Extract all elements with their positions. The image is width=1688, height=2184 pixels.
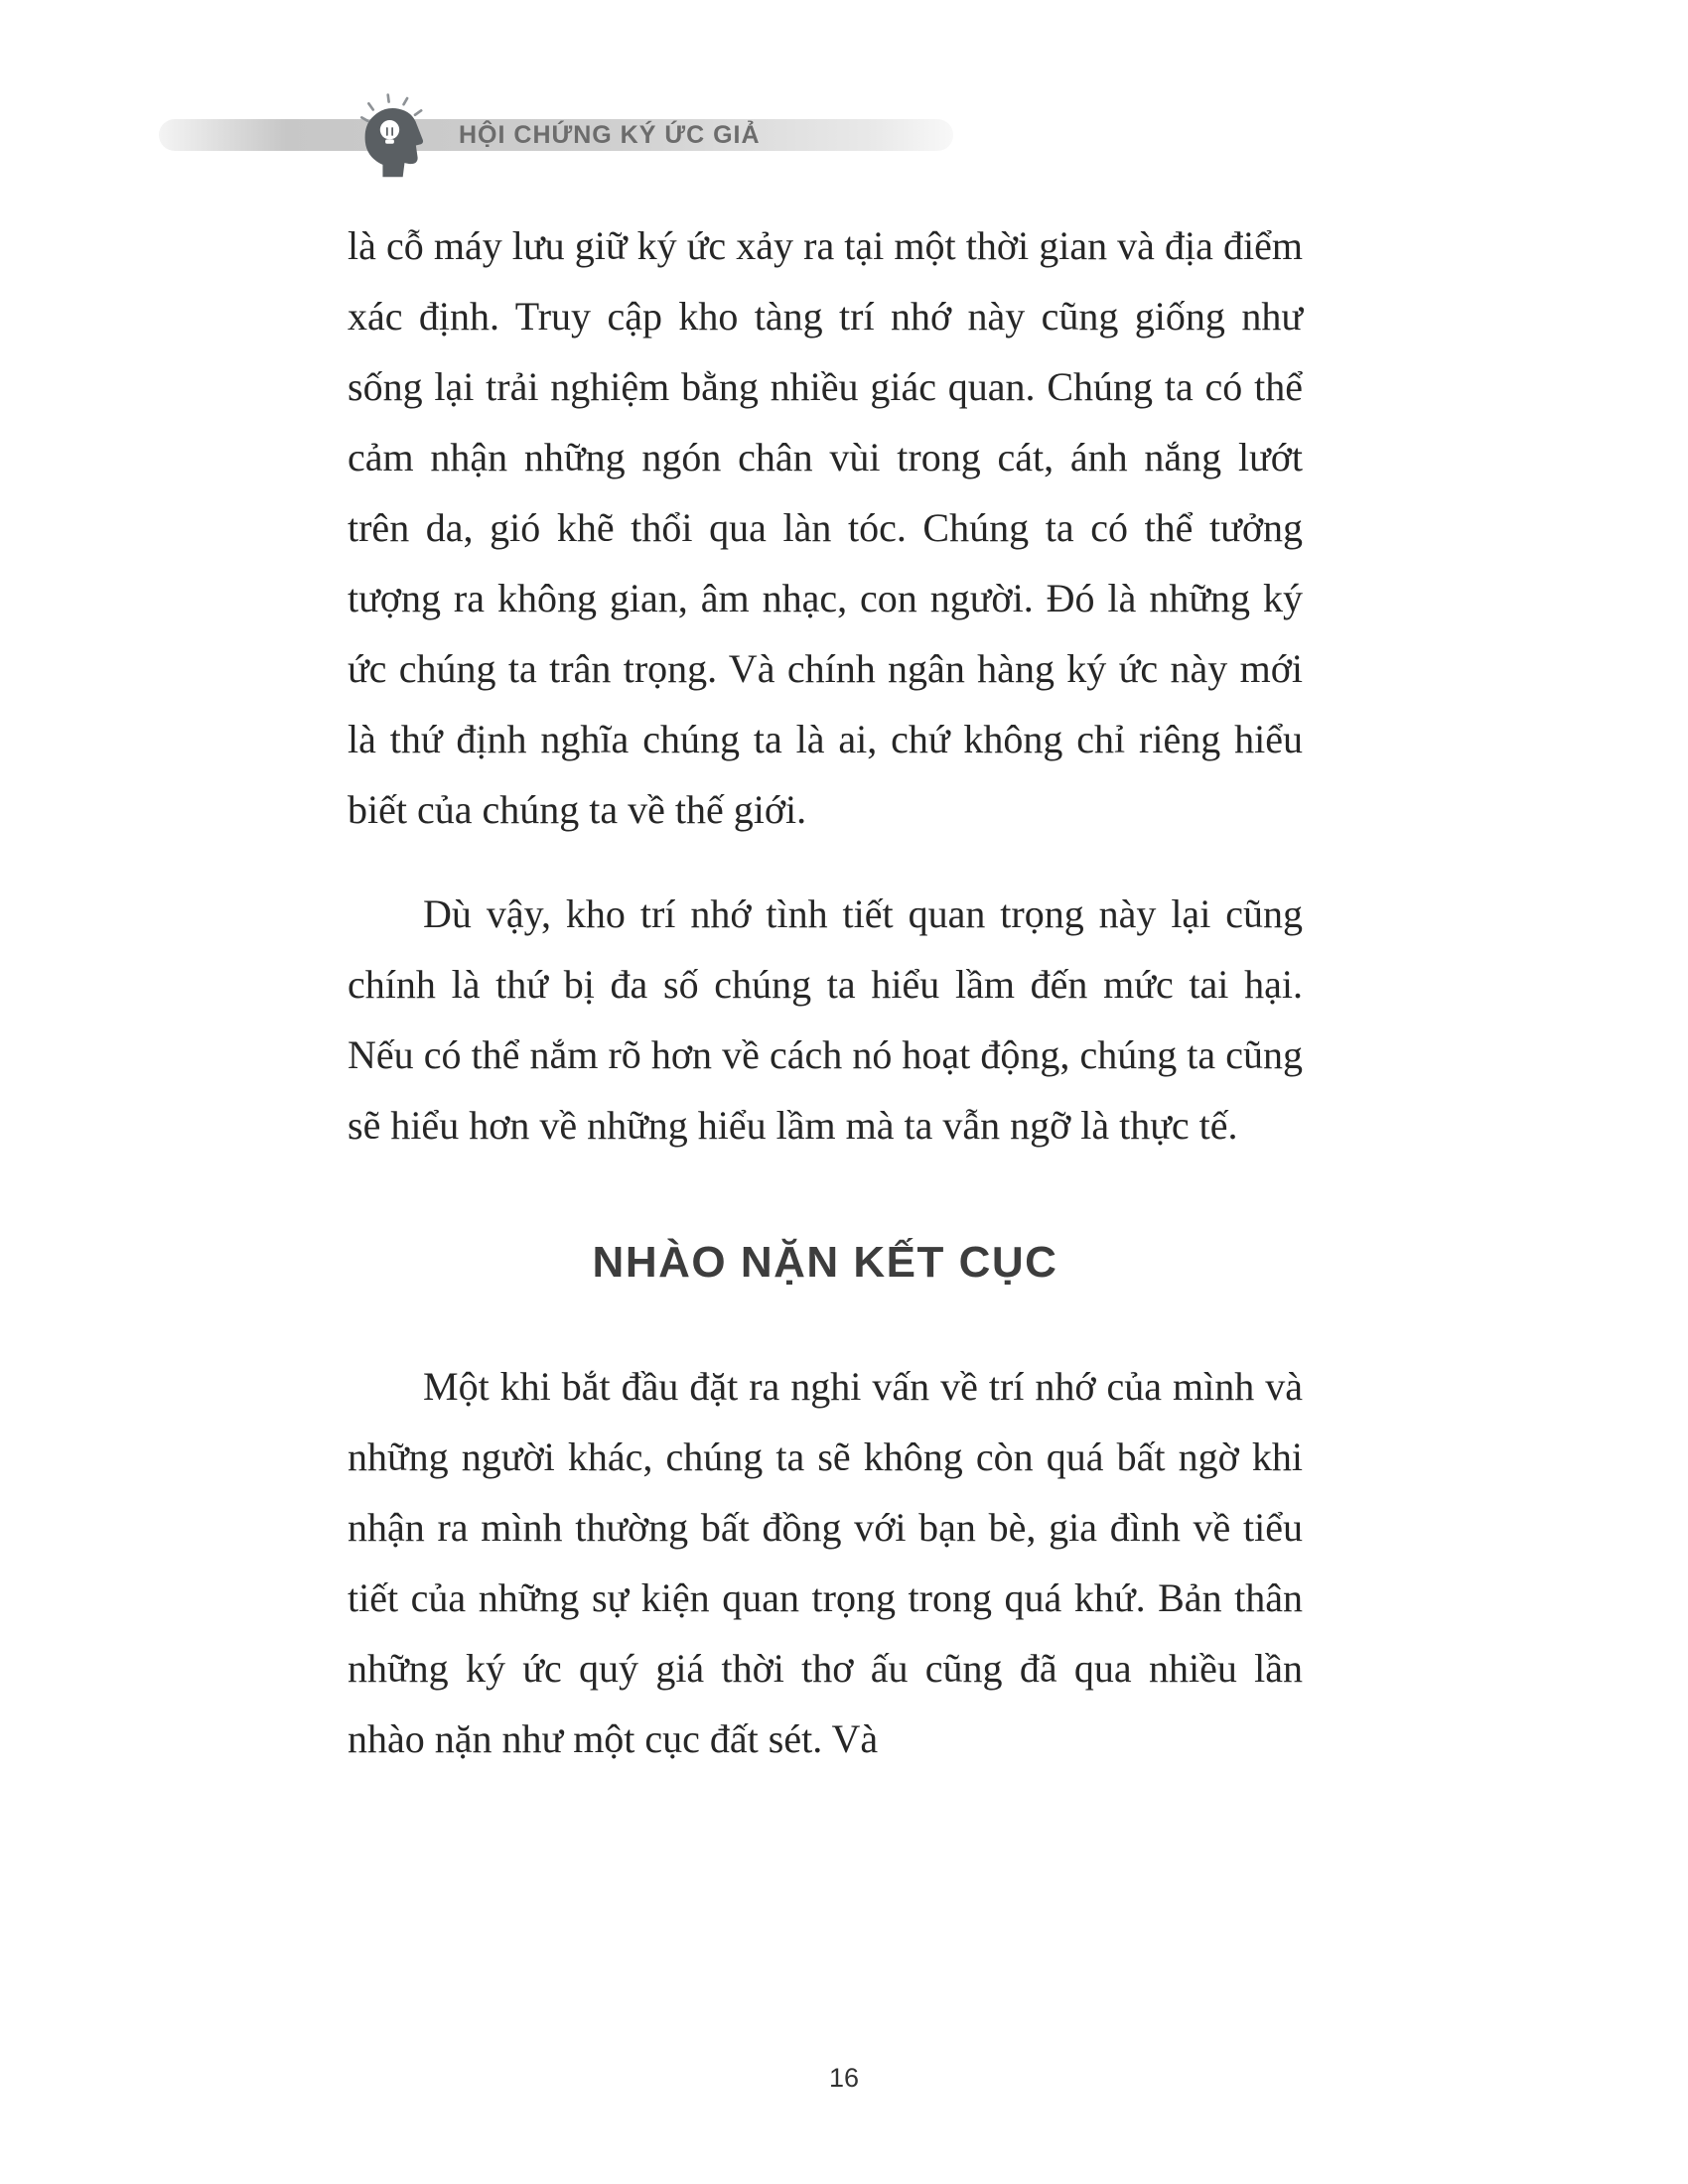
- head-shape: [365, 108, 423, 177]
- body-text-block: [348, 210, 1303, 1808]
- bulb-glass: [380, 120, 399, 139]
- paragraph: Dù vậy, kho trí nhớ tình tiết quan trọng này lại cũng chính là thứ bị đa số chúng ta hiểu lầm đến mức tai hại. Nếu có thể nắm rõ hơn về cách nó hoạt động, chúng ta cũng sẽ hiểu hơn về những hiểu lầm mà ta vẫn ngỡ là thực tế.: [348, 891, 1303, 1148]
- paragraph: là cỗ máy lưu giữ ký ức xảy ra tại một thời gian và địa điểm xác định. Truy cập kho tàng trí nhớ này cũng giống như sống lại trải nghiệm bằng nhiều giác quan. Chúng ta có thể cảm nhận những ngón chân vùi trong cát, ánh nắng lướt trên da, gió khẽ thổi qua làn tóc. Chúng ta có thể tưởng tượng ra không gian, âm nhạc, con người. Đó là những ký ức chúng ta trân trọng. Và chính ngân hàng ký ức này mới là thứ định nghĩa chúng ta là ai, chứ không chỉ riêng hiểu biết của chúng ta về thế giới.: [348, 223, 1303, 832]
- section-heading: NHÀO NẶN KẾT CỤC: [592, 1238, 1058, 1287]
- bulb-base: [385, 139, 394, 143]
- page-number: 16: [828, 2063, 860, 2093]
- head-lightbulb-icon: [350, 91, 437, 179]
- running-header-title: HỘI CHỨNG KÝ ỨC GIẢ: [459, 121, 761, 149]
- paragraph: Một khi bắt đầu đặt ra nghi vấn về trí nhớ của mình và những người khác, chúng ta sẽ không còn quá bất ngờ khi nhận ra mình thường bất đồng với bạn bè, gia đình về tiểu tiết của những sự kiện quan trọng trong quá khứ. Bản thân những ký ức quý giá thời thơ ấu cũng đã qua nhiều lần nhào nặn như một cục đất sét. Và: [348, 1364, 1303, 1761]
